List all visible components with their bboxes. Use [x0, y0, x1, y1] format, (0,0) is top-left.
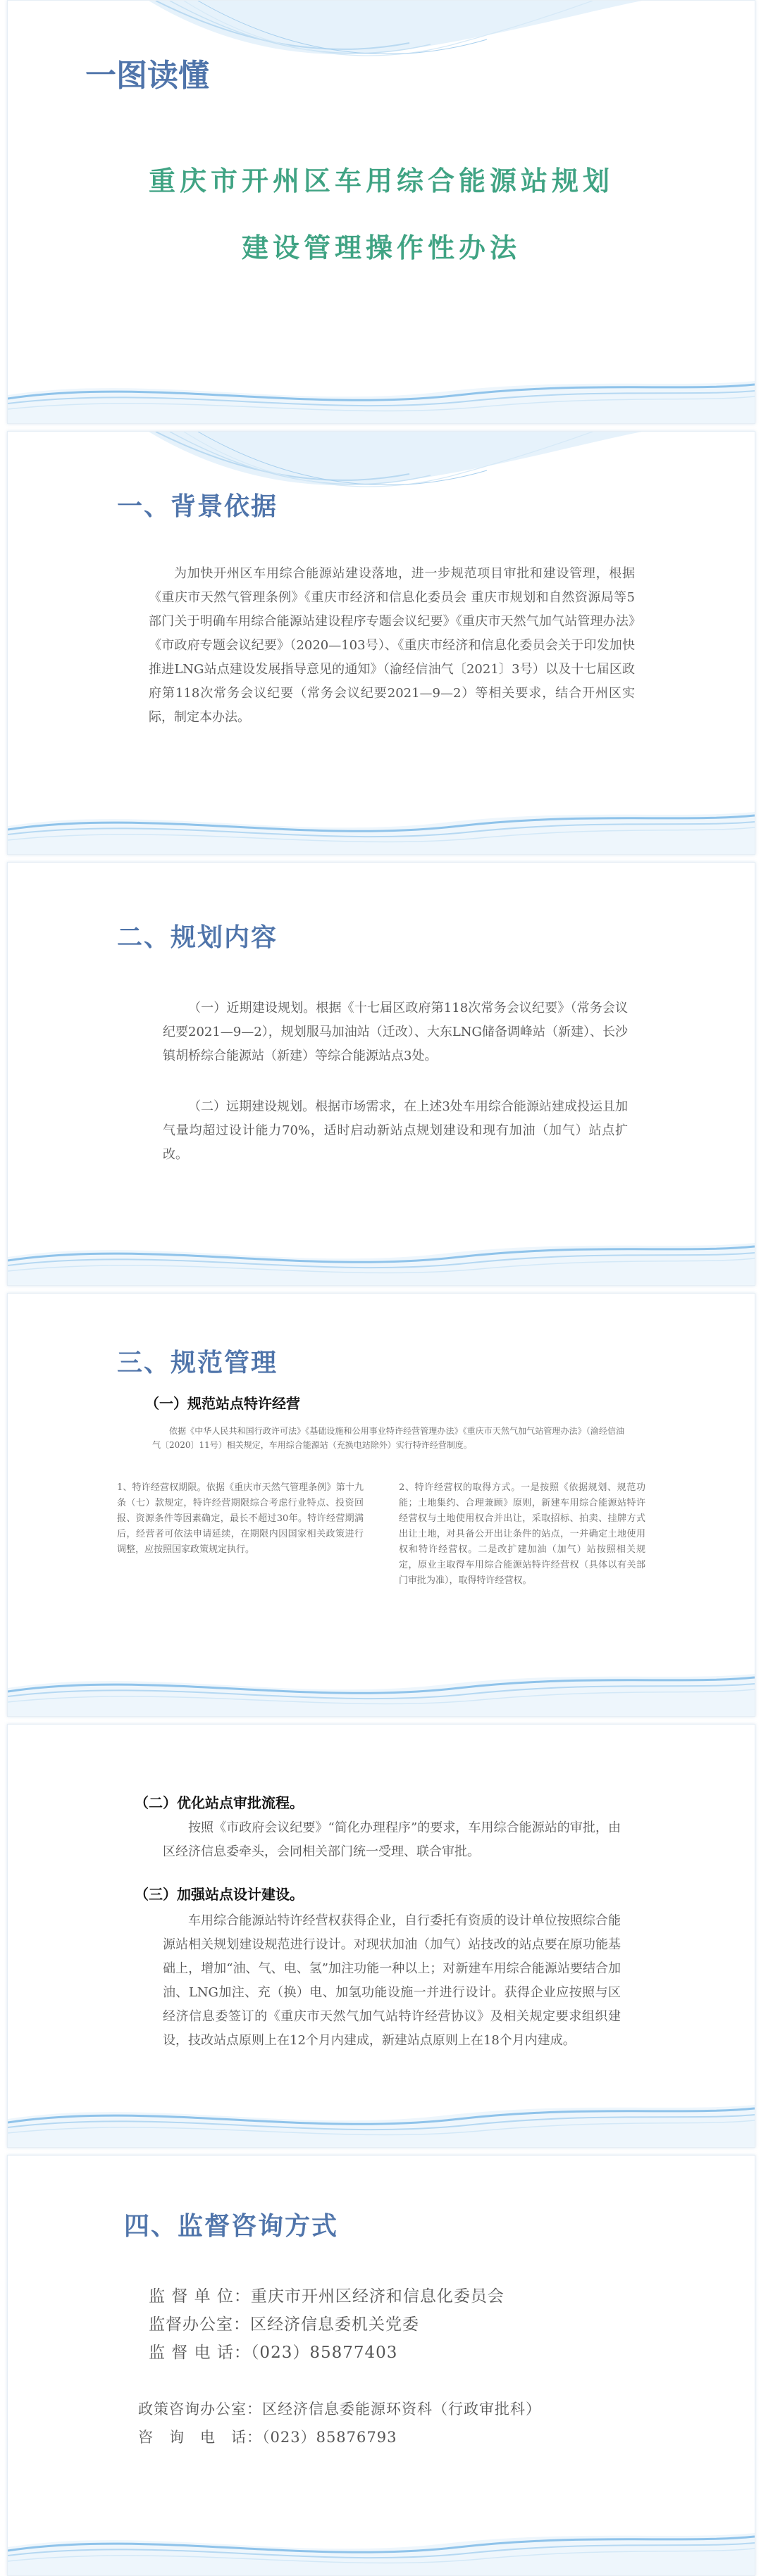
section3-sub1: （一）规范站点特许经营: [145, 1395, 300, 1412]
section-management-continued: [7, 1724, 755, 2148]
section3-sub2-body: 按照《市政府会议纪要》“简化办理程序”的要求，车用综合能源站的审批，由区经济信息委牵头，会同相关部门统一受理、联合审批。: [163, 1820, 621, 1859]
consult-phone: 咨 询 电 话：（023）85876793: [138, 2429, 397, 2446]
section3-col-right: 2、特许经营权的取得方式。一是按照《依据规划、规范功能；土地集约、合理兼顾》原则，新建车用综合能源站特许经营权与土地使用权合并出让，采取招标、拍卖、挂牌方式出让土地，对具备公开出让条件的站点，一并确定土地使用权和特许经营权。二是改扩建加油（加气）站按照相关规定，原业主取得车用综合能源站特许经营权（具体以有关部门审批为准），取得特许经营权。: [399, 1482, 645, 1586]
section3-sub2: （二）优化站点审批流程。: [135, 1794, 304, 1811]
section3-sub1-intro: 依据《中华人民共和国行政许可法》《基础设施和公用事业特许经营管理办法》《重庆市天然气加气站管理办法》（渝经信油气〔2020〕11号）相关规定，车用综合能源站（充换电站除外）实行特许经营制度。: [152, 1426, 624, 1450]
decorative-wave-bottom: [8, 791, 755, 854]
section2-p1: （一）近期建设规划。根据《十七届区政府第118次常务会议纪要》（常务会议纪要2021—9—2），规划服马加油站（迁改）、大东LNG储备调峰站（新建）、长沙镇胡桥综合能源站（新建）等综合能源站点3处。: [163, 1001, 628, 1063]
decorative-wave-bottom: [8, 2512, 755, 2575]
section3-title: 三、规范管理: [117, 1348, 278, 1377]
section2-title: 二、规划内容: [117, 923, 278, 952]
supervision-phone: 监 督 电 话：（023）85877403: [149, 2344, 398, 2362]
section3-sub3: （三）加强站点设计建设。: [135, 1886, 304, 1903]
section2-p2: （二）远期建设规划。根据市场需求，在上述3处车用综合能源站建成投运且加气量均超过设计能力70%，适时启动新站点规划建设和现有加油（加气）站点扩改。: [163, 1099, 628, 1162]
cover-panel: [7, 0, 755, 424]
cover-title-line1: 重庆市开州区车用综合能源站规划: [148, 165, 614, 196]
supervision-unit: 监 督 单 位：重庆市开州区经济和信息化委员会: [149, 2287, 505, 2306]
decorative-wave-bottom: [8, 1222, 755, 1285]
section-background: [7, 431, 755, 855]
section1-body: 为加快开州区车用综合能源站建设落地，进一步规范项目审批和建设管理，根据《重庆市天然气管理条例》《重庆市经济和信息化委员会 重庆市规划和自然资源局等5部门关于明确车用综合能源站建设程序专题会议纪要》《重庆市天然气加气站管理办法》《市政府专题会议纪要》（2020—103号）、《重庆市经济和信息化委员会关于印发加快推进LNG站点建设发展指导意见的通知》（渝经信油气〔2021〕3号）以及十七届区政府第118次常务会议纪要（常务会议纪要2021—9—2）等相关要求，结合开州区实际，制定本办法。: [149, 566, 635, 725]
decorative-wave-bottom: [8, 2084, 755, 2147]
supervision-block: [149, 2282, 505, 2367]
cover-title-line2: 建设管理操作性办法: [241, 232, 521, 263]
section1-title: 一、背景依据: [117, 492, 278, 521]
consult-office: 政策咨询办公室：区经济信息委能源环资科（行政审批科）: [138, 2401, 541, 2418]
section4-title: 四、监督咨询方式: [124, 2211, 339, 2241]
decorative-wave-bottom: [8, 360, 755, 423]
consult-block: [138, 2395, 541, 2451]
decorative-wave-bottom: [8, 1653, 755, 1716]
section-management: [7, 1293, 755, 1717]
supervision-office: 监督办公室：区经济信息委机关党委: [149, 2315, 419, 2334]
section3-col-left: 1、特许经营权期限。依据《重庆市天然气管理条例》第十九条（七）款规定，特许经营期限综合考虑行业特点、投资回报、资源条件等因素确定，最长不超过30年。特许经营期满后，经营者可依法申请延续，在期限内因国家相关政策进行调整，应按照国家政策规定执行。: [117, 1482, 364, 1555]
section-plan: [7, 862, 755, 1286]
section-supervision: [7, 2155, 755, 2576]
cover-tag: 一图读懂: [85, 58, 209, 94]
section3-sub3-body: 车用综合能源站特许经营权获得企业，自行委托有资质的设计单位按照综合能源站相关规划建设规范进行设计。对现状加油（加气）站技改的站点要在原功能基础上，增加“油、气、电、氢”加注功能一种以上；对新建车用综合能源站要结合加油、LNG加注、充（换）电、加氢功能设施一并进行设计。获得企业应按照与区经济信息委签订的《重庆市天然气加气站特许经营协议》及相关规定要求组织建设，技改站点原则上在12个月内建成，新建站点原则上在18个月内建成。: [163, 1913, 621, 2048]
